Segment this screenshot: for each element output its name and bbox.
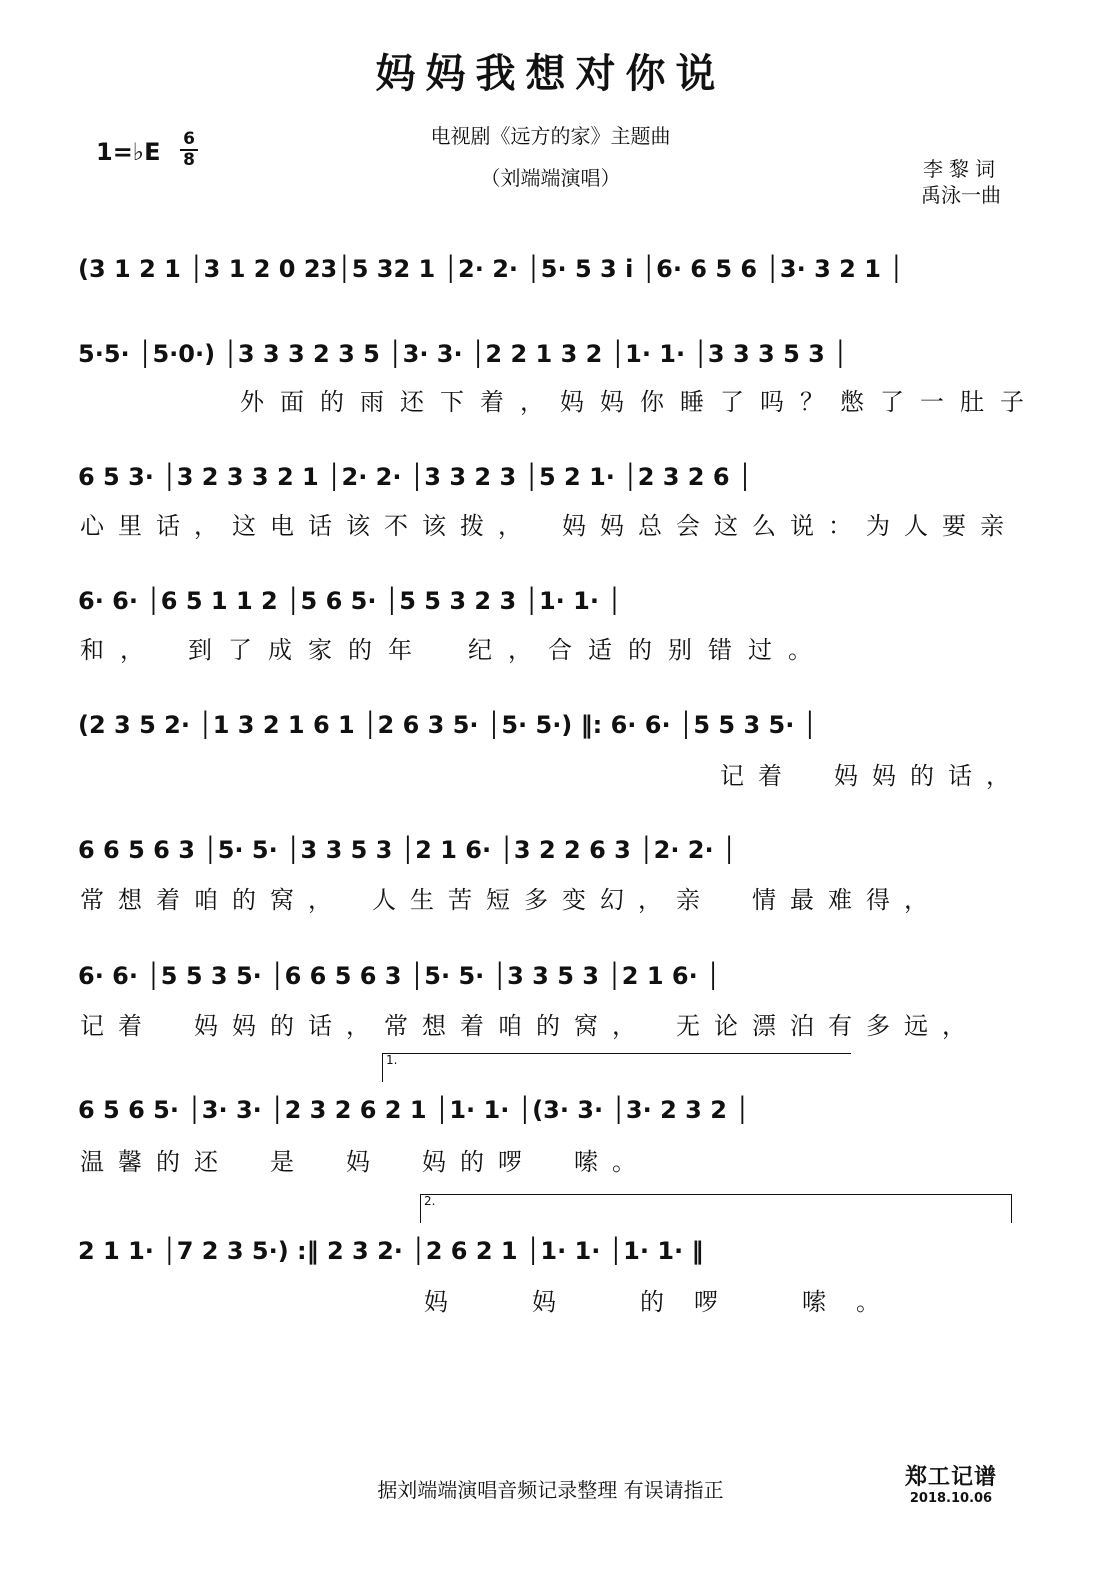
- lyric-line-9: 妈 妈 的啰 嗦。: [424, 1288, 910, 1316]
- second-ending-bracket: [420, 1194, 1012, 1223]
- lyric-line-2: 外面的雨还下着，妈妈你睡了吗？憋了一肚子: [240, 388, 1040, 416]
- notation-line-6: 6 6 5 6 3 │5· 5· │3 3 5 3 │2 1 6· │3 2 2 6 3 │2· 2· │: [78, 836, 737, 864]
- notation-line-1: (3 1 2 1 │3 1 2 0 23│5 32 1 │2· 2· │5· 5 3 i │6· 6 5 6 │3· 3 2 1 │: [78, 255, 904, 283]
- notation-line-2: 5·5· │5·0·) │3 3 3 2 3 5 │3· 3· │2 2 1 3 2 │1· 1· │3 3 3 5 3 │: [78, 340, 848, 368]
- notation-line-5: (2 3 5 2· │1 3 2 1 6 1 │2 6 3 5· │5· 5·) ‖: 6· 6· │5 5 3 5· │: [78, 711, 818, 739]
- key-signature: 1=♭E: [96, 138, 161, 166]
- notation-line-9: 2 1 1· │7 2 3 5·) :‖ 2 3 2· │2 6 2 1 │1· 1· │1· 1· ‖: [78, 1237, 704, 1265]
- song-title: 妈妈我想对你说: [375, 50, 726, 97]
- lyric-line-4: 和， 到了成家的年 纪，合适的别错过。: [80, 636, 828, 664]
- lyric-line-6: 常想着咱的窝， 人生苦短多变幻，亲 情最难得，: [80, 886, 942, 914]
- first-ending-bracket: [382, 1053, 851, 1082]
- transcriber-stamp: [905, 1460, 997, 1506]
- lyric-line-3: 心里话，这电话该不该拨， 妈妈总会这么说：为人要亲: [80, 512, 1018, 540]
- transcription-date: 2018.10.06: [909, 1491, 993, 1506]
- first-ending-label: 1.: [386, 1053, 398, 1067]
- lyric-line-8: 温馨的还 是 妈 妈的啰 嗦。: [80, 1148, 650, 1176]
- transcriber-name: 郑工记谱: [904, 1465, 997, 1490]
- meter-numerator: 6: [183, 129, 195, 149]
- notation-line-3: 6 5 3· │3 2 3 3 2 1 │2· 2· │3 3 2 3 │5 2 1· │2 3 2 6 │: [78, 463, 753, 491]
- lyric-line-7: 记着 妈妈的话，常想着咱的窝， 无论漂泊有多远，: [80, 1012, 980, 1040]
- meter-denominator: 8: [183, 150, 195, 170]
- performer-credit: （刘端端演唱）: [480, 166, 621, 190]
- time-signature: [180, 131, 198, 169]
- second-ending-label: 2.: [424, 1194, 436, 1208]
- notation-line-4: 6· 6· │6 5 1 1 2 │5 6 5· │5 5 3 2 3 │1· 1· │: [78, 587, 622, 615]
- lyric-line-5: 记着 妈妈的话，: [720, 762, 1024, 790]
- transcription-note: 据刘端端演唱音频记录整理 有误请指正: [377, 1478, 724, 1502]
- song-subtitle: 电视剧《远方的家》主题曲: [430, 124, 671, 148]
- notation-line-7: 6· 6· │5 5 3 5· │6 6 5 6 3 │5· 5· │3 3 5 3 │2 1 6· │: [78, 962, 721, 990]
- composer-credit: 禹泳一曲: [921, 183, 1001, 207]
- lyricist-credit: 李黎词: [923, 157, 1001, 181]
- notation-line-8: 6 5 6 5· │3· 3· │2 3 2 6 2 1 │1· 1· │(3· 3· │3· 2 3 2 │: [78, 1096, 750, 1124]
